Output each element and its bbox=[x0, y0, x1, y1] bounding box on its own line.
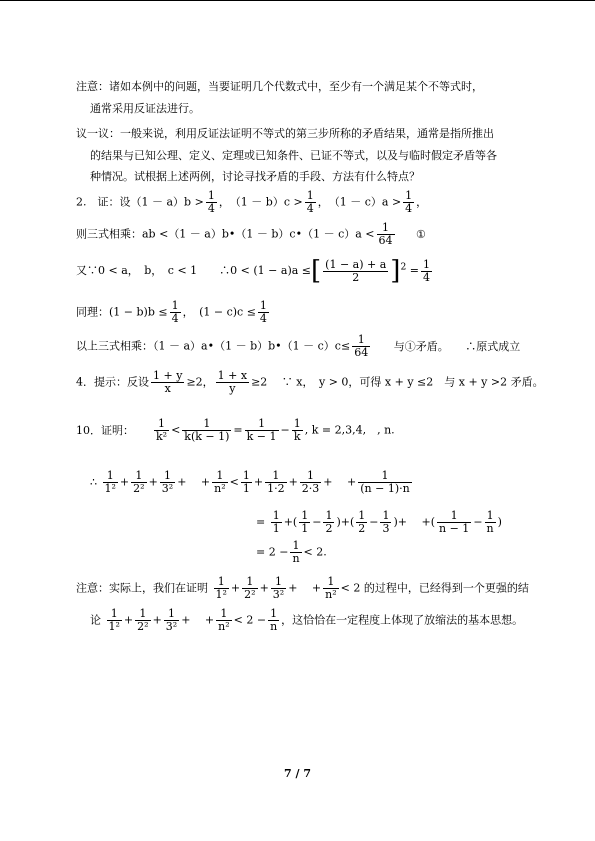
fraction: $\frac{1}{4}$ bbox=[207, 189, 215, 215]
p10-proof-line1: 10．证明： $\frac{1}{\text{k²}}$ < $\frac{1}{k(k - 1)}$ = $\frac{1}{k - 1}$ − $\frac{1}{k}$ , k = 2,3,4, , n. bbox=[76, 417, 395, 443]
page-number: 7 / 7 bbox=[284, 767, 311, 780]
discuss-line3: 种情况。试根据上述两例，讨论寻找矛盾的手段、方法有什么特点？ bbox=[90, 170, 420, 183]
fraction: $\frac{1}{4}$ bbox=[405, 189, 413, 215]
fraction: $\frac{1}{k - 1}$ bbox=[246, 417, 277, 443]
fraction: $\frac{1}{4}$ bbox=[423, 257, 430, 284]
fraction: $\frac{1 + x}{y}$ bbox=[217, 369, 248, 395]
p2-result: 以上三式相乘：（1 － a）a•（1 － b）b•（1 － c）c≤ $\frac{1}{64}$ 与①矛盾。 ∴原式成立 bbox=[76, 333, 521, 359]
fraction: $\frac{1}{4}$ bbox=[306, 189, 314, 215]
circle-one-mark: ① bbox=[416, 227, 426, 241]
fraction: $\frac{1}{4}$ bbox=[171, 299, 179, 325]
note1-line1: 注意：诸如本例中的问题，当要证明几个代数式中，至少有一个满足某个不等式时， bbox=[76, 80, 483, 93]
note2-line1: 注意：实际上，我们在证明 $\frac{1}{\text{1²}}$ + $\frac{1}{\text{2²}}$ + $\frac{1}{\text{3²}}$ + + $\frac{1}{\text{n²}}$ < 2 的过程中，已经得到一个更强的结 bbox=[76, 575, 529, 601]
p2-multiply: 则三式相乘：ab <（1 － a）b•（1 － b）c•（1 － c）a < $\frac{1}{64}$ ① bbox=[76, 221, 426, 247]
fraction: $\frac{1}{64}$ bbox=[378, 221, 393, 247]
discuss-line1: 议一议：一般来说，利用反证法证明不等式的第三步所称的矛盾结果，通常是指所推出 bbox=[76, 127, 494, 140]
p10-proof-line3: = $\frac{1}{1}$ +( $\frac{1}{1}$ − $\frac{1}{2}$ )+( $\frac{1}{2}$ − $\frac{1}{3}$ )+ +( $\frac{1}{n - 1}$ − $\frac{1}{n}$ ) bbox=[256, 509, 502, 535]
fraction: $\frac{1}{k}$ bbox=[293, 417, 301, 443]
discuss-line2: 的结果与已知公理、定义、定理或已知条件、已证不等式，以及与临时假定矛盾等各 bbox=[90, 149, 497, 162]
note2-line2: 论 $\frac{1}{\text{1²}}$ + $\frac{1}{\text{2²}}$ + $\frac{1}{\text{3²}}$ + + $\frac{1}{\text{n²}}$ < 2 − $\frac{1}{n}$ ，这恰恰在一定程度上体现了放缩法的基本思想。 bbox=[90, 607, 524, 633]
p10-proof-line2: ∴ $\frac{1}{\text{1²}}$ + $\frac{1}{\text{2²}}$ + $\frac{1}{\text{3²}}$ + + $\frac{1}{\text{n²}}$ < $\frac{1}{1}$ + $\frac{1}{1\cdot 2}$ + $\frac{1}{2\cdot 3}$ + + $\frac{1}{(n - 1)\cdot n}$ bbox=[90, 469, 410, 495]
fraction: $\frac{1}{k(k - 1)}$ bbox=[184, 417, 230, 443]
p2-label: 2. 证：设（1 － a）b > bbox=[76, 195, 204, 209]
p2-since: 又∵0 < a， b， c < 1 ∴0 < (1 − a)a ≤[ $\frac{(1 - a) + a}{2}$ ]$^2$ = $\frac{1}{4}$ bbox=[76, 256, 430, 286]
p4-hint: 4．提示：反设 $\frac{1 + y}{x}$ ≥2， $\frac{1 + x}{y}$ ≥2 ∵ x， y > 0，可得 x + y ≤2 与 x + y >2 矛盾。 bbox=[76, 369, 544, 395]
header-rule bbox=[0, 0, 595, 1]
note1-line2: 通常采用反证法进行。 bbox=[90, 102, 200, 115]
fraction: $\frac{(1 - a) + a}{2}$ bbox=[325, 257, 387, 284]
p2-similar: 同理：(1 − b)b ≤ $\frac{1}{4}$ ， (1 − c)c ≤ $\frac{1}{4}$ bbox=[76, 299, 267, 325]
p10-proof-line4: = 2 − $\frac{1}{n}$ < 2. bbox=[256, 539, 327, 565]
fraction: $\frac{1}{64}$ bbox=[354, 333, 369, 359]
fraction: $\frac{1}{\text{k²}}$ bbox=[156, 417, 168, 443]
fraction: $\frac{1 + y}{x}$ bbox=[153, 369, 183, 395]
p2-assumption: 2. 证：设（1 － a）b > $\frac{1}{4}$ ， （1 － b）c > $\frac{1}{4}$ ， （1 － c）a > $\frac{1}{4}$ ， bbox=[76, 189, 428, 215]
fraction: $\frac{1}{4}$ bbox=[259, 299, 267, 325]
